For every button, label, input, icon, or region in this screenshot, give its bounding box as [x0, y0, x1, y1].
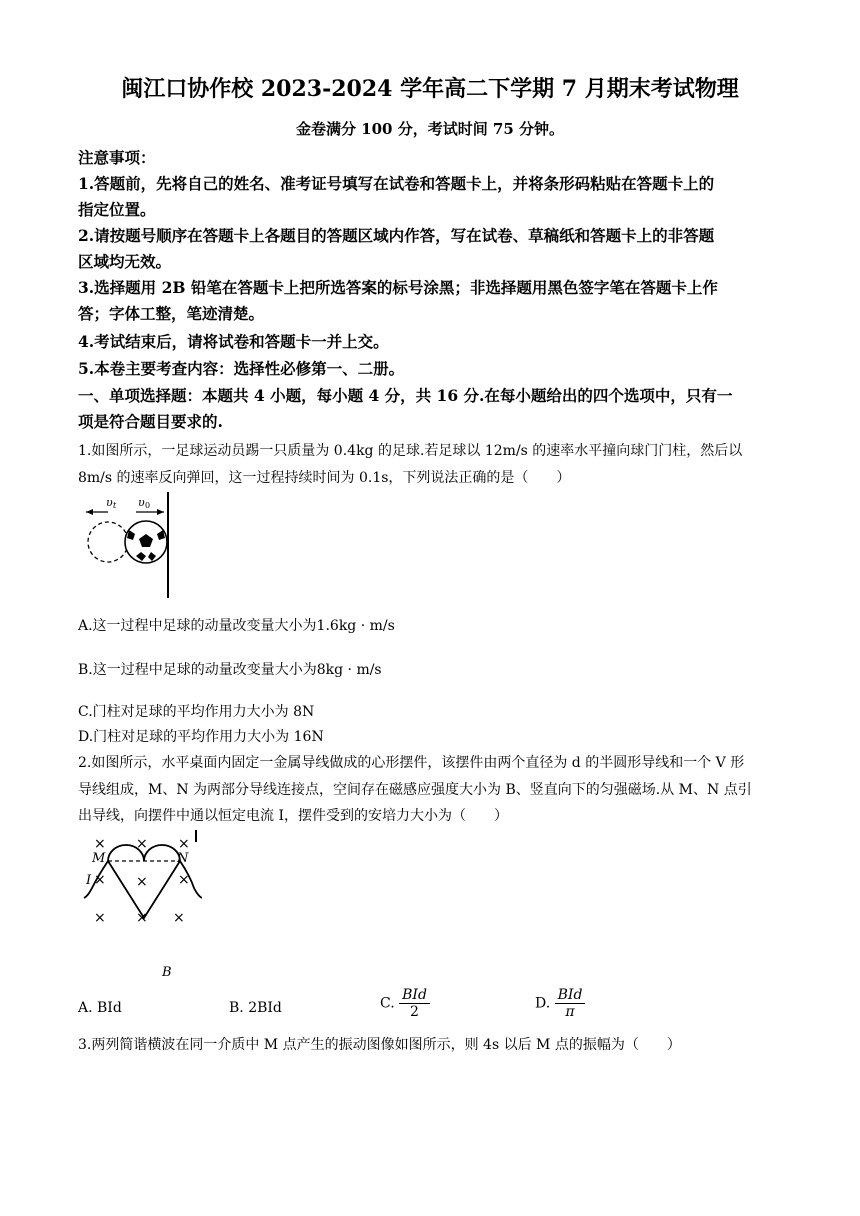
- question-2-option-d: [535, 987, 585, 1020]
- option-d-fraction: [555, 987, 586, 1020]
- question-2-stem-cont: 出导线，向摆件中通以恒定电流 I，摆件受到的安培力大小为（ ）: [78, 808, 508, 824]
- question-1-option-c: C.门柱对足球的平均作用力大小为 8N: [78, 704, 315, 720]
- velocity-label: υ: [138, 496, 145, 509]
- section-heading: 一、单项选择题：本题共 4 小题，每小题 4 分，共 16 分.在每小题给出的四个选项中，只有一: [78, 386, 733, 405]
- question-2-option-c: [380, 987, 430, 1020]
- section-heading-cont: 项是符合题目要求的.: [78, 412, 223, 431]
- point-m-label: M: [92, 851, 106, 866]
- question-2-option-b: B. 2BId: [229, 1000, 282, 1016]
- svg-text:×: ×: [94, 836, 106, 852]
- page-subtitle: 金卷满分 100 分，考试时间 75 分钟。: [295, 120, 565, 138]
- question-1-option-b: B.这一过程中足球的动量改变量大小为8kg · m/s: [78, 662, 382, 678]
- option-d-prefix: D.: [535, 995, 551, 1012]
- question-1-option-a: A.这一过程中足球的动量改变量大小为1.6kg · m/s: [78, 618, 395, 634]
- svg-text:×: ×: [94, 872, 106, 888]
- svg-text:×: ×: [94, 910, 106, 926]
- svg-text:×: ×: [178, 872, 190, 888]
- svg-text:×: ×: [178, 836, 190, 852]
- velocity-subscript: t: [113, 501, 117, 510]
- current-label: I: [86, 873, 92, 888]
- option-c-numerator: BId: [399, 987, 430, 1004]
- point-n-label: N: [177, 851, 189, 866]
- svg-text:×: ×: [136, 836, 148, 852]
- ball-goalpost-figure: [82, 490, 174, 602]
- question-2-stem: 2.如图所示，水平桌面内固定一金属导线做成的心形摆件，该摆件由两个直径为 d 的半圆形导线和一个 V 形: [78, 755, 745, 771]
- velocity-label: υ: [106, 496, 113, 509]
- note-line: 区域均无效。: [78, 252, 172, 271]
- svg-text:×: ×: [173, 910, 185, 926]
- note-line: 3.选择题用 2B 铅笔在答题卡上把所选答案的标号涂黑；非选择题用黑色签字笔在答题卡上作: [78, 278, 718, 297]
- field-b-label: B: [162, 965, 172, 980]
- option-d-numerator: BId: [555, 987, 586, 1004]
- question-1-stem-cont: 8m/s 的速率反向弹回，这一过程持续时间为 0.1s，下列说法正确的是（ ）: [78, 470, 571, 486]
- notes-heading: 注意事项：: [78, 148, 156, 167]
- note-line: 5.本卷主要考查内容：选择性必修第一、二册。: [78, 359, 405, 378]
- question-1-option-d: D.门柱对足球的平均作用力大小为 16N: [78, 729, 324, 745]
- note-line: 指定位置。: [78, 200, 156, 219]
- question-2-stem-cont: 导线组成，M、N 为两部分导线连接点，空间存在磁感应强度大小为 B、竖直向下的匀强磁场.从 M、N 点引: [78, 782, 752, 798]
- option-c-fraction: [399, 987, 430, 1020]
- option-c-denominator: 2: [410, 1004, 419, 1020]
- note-line: 答；字体工整，笔迹清楚。: [78, 304, 265, 323]
- note-line: 1.答题前，先将自己的姓名、准考证号填写在试卷和答题卡上，并将条形码粘贴在答题卡上的: [78, 174, 715, 193]
- svg-text:×: ×: [136, 910, 148, 926]
- note-line: 4.考试结束后，请将试卷和答题卡一并上交。: [78, 332, 389, 351]
- svg-text:×: ×: [136, 874, 148, 890]
- question-1-stem: 1.如图所示，一足球运动员踢一只质量为 0.4kg 的足球.若足球以 12m/s 的速率水平撞向球门门柱，然后以: [78, 443, 743, 459]
- velocity-subscript: 0: [145, 501, 151, 510]
- question-2-option-a: A. BId: [78, 1000, 122, 1016]
- heart-wire-figure: [80, 826, 202, 982]
- note-line: 2.请按题号顺序在答题卡上各题目的答题区域内作答，写在试卷、草稿纸和答题卡上的非答题: [78, 226, 715, 245]
- page-title: 闽江口协作校 2023-2024 学年高二下学期 7 月期末考试物理: [121, 76, 739, 102]
- question-3-stem: 3.两列简谐横波在同一介质中 M 点产生的振动图像如图所示，则 4s 以后 M 点的振幅为（ ）: [78, 1037, 681, 1053]
- option-d-denominator: π: [565, 1004, 575, 1020]
- option-c-prefix: C.: [380, 995, 395, 1012]
